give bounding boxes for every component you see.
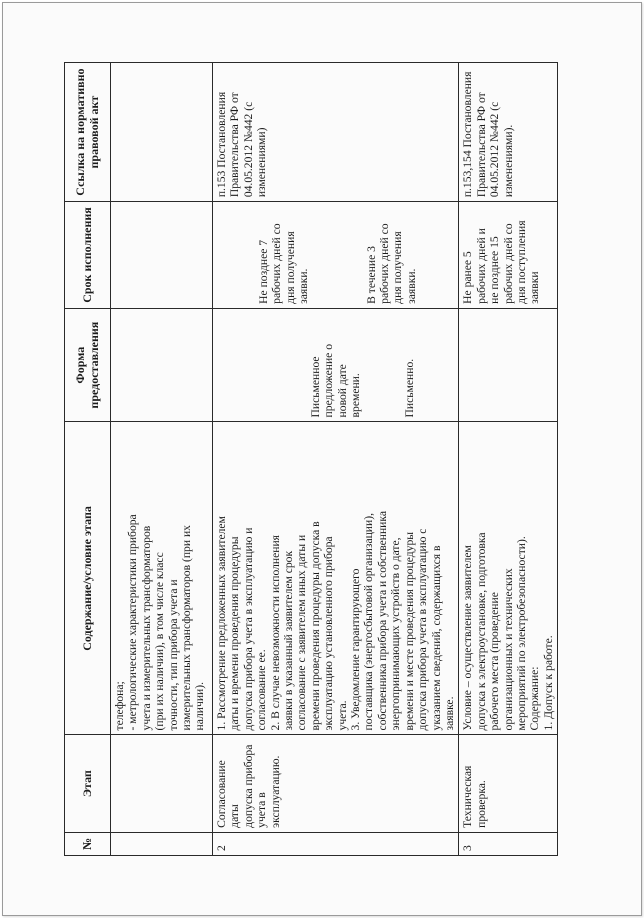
row2-form-a-line: Письменное [309,356,322,418]
row3-term-cell [459,202,558,309]
row2-num: 2 [213,832,459,855]
row2-term-cell [213,202,459,309]
row2-act-line: Правительства РФ от [228,92,242,198]
header-term: Срок исполнения [65,202,111,309]
row2-content-line: указанием сведений, содержащихся в [429,545,443,731]
header-form: Форма предоставления [65,308,111,422]
row2-content-line: поставщика (энергосбытовой организации), [362,513,376,731]
cont-num-cell [111,832,213,855]
cont-content-line: телефона; [113,681,126,731]
cont-stage-cell [111,735,213,832]
row3-content-line: рабочего места (проведение [488,592,502,731]
cont-content-cell [111,422,213,735]
cont-content-line: учета и измерительных трансформаторов [139,525,153,731]
row2-term-a-line: дня получения [283,231,297,304]
row2-act-line: п.153 Постановления [215,91,228,198]
row2-act-line: изменениями) [255,127,269,198]
rotated-document-page [64,62,555,856]
table-row-stage-3 [459,63,558,856]
row2-term-a-line: рабочих дней со [270,223,284,304]
row2-form-cell [213,308,459,422]
cont-content-line: - метрологические характеристики прибора [126,514,140,731]
row3-term-line: заявки [528,271,542,304]
row3-act-line: Правительства РФ от [474,92,488,198]
header-act: Ссылка на нормативно правовой акт [65,63,111,202]
row2-content-line: энергопринимающих устройств о дате, [389,537,403,731]
row3-content-line: организационных и технических [501,568,515,731]
row2-content-line: 2. В случае невозможности исполнения [268,534,282,731]
row2-form-a-line: предложение о [322,343,336,418]
row2-content-cell [213,422,459,735]
row3-stage-cell [459,735,558,832]
row2-content-line: допуска прибора учета в эксплуатацию и [241,527,255,731]
row3-content-cell [459,422,558,735]
cont-term-cell [111,202,213,309]
row2-content-line: согласование с заявителем иных даты и [295,534,309,731]
cont-content-line: наличии). [193,682,207,731]
row2-term-b-line: В течение 3 [364,246,378,304]
row2-stage-line: Согласование даты [215,760,242,828]
row2-content-line: заявке. [442,696,456,731]
row3-term-line: рабочих дней и [474,228,488,304]
row2-content-line: собственника прибора учета и собственника [375,511,389,731]
row3-act-cell [459,63,558,202]
row3-term-line: Не ранее 5 [461,251,475,304]
row2-content-line: эксплуатацию установленного прибора [322,536,336,731]
procedure-stages-table [64,62,558,856]
row3-num: 3 [459,832,558,855]
cont-content-line: точности, тип прибора учета и [166,579,180,731]
row2-term-b-line: дня получения [391,231,405,304]
row2-form-a-line: времени. [349,373,363,418]
row3-act-line: изменениями). [501,124,515,198]
table-row-continued [111,63,213,856]
row3-form-cell [459,308,558,422]
header-stage: Этап [65,735,111,832]
header-content: Содержание/условие этапа [65,422,111,735]
row2-content-line: времени проведения процедуры допуска в [308,521,322,731]
row2-stage-line: эксплуатацию. [268,755,282,828]
row2-stage-line: учета в [255,792,269,828]
row3-act-line: 04.05.2012 №442 (с [488,101,502,198]
row3-content-line: допуска к электроустановке, подготовка [474,532,488,731]
row2-term-b-line: заявки. [404,268,418,304]
row2-content-line: 3. Уведомление гарантирующего [349,568,363,731]
row2-term-a-line: заявки. [297,268,311,304]
row2-content-line: заявки в указанный заявителем срок [282,550,296,731]
row3-content-line: мероприятий по электробезопасности). [514,536,528,731]
cont-act-cell [111,63,213,202]
cont-content-line: (при их наличии), в том числе класс [153,552,167,731]
cont-form-cell [111,308,213,422]
row2-content-line: учета. [335,700,349,731]
row2-content-line: согласование ее. [255,649,269,731]
row3-act-line: п.153,154 Постановления [461,71,475,198]
row2-act-cell [213,63,459,202]
row2-stage-cell [213,735,459,832]
row2-content-line: времени и месте проведения процедуры [402,531,416,731]
row2-term-b-line: рабочих дней со [378,223,392,304]
row3-content-line: Условие – осуществление заявителем [461,545,475,731]
row3-term-line: дня поступления [514,220,528,304]
row3-term-line: не позднее 15 [488,236,502,304]
row3-stage-line: проверка. [474,780,488,828]
row3-stage-line: Техническая [461,765,475,828]
row2-content-line: допуска прибора учета в эксплуатацию с [416,528,430,731]
header-num: № [65,832,111,855]
table-header-row [65,63,111,856]
row2-content-line: даты и времени проведения процедуры [228,536,242,731]
row3-content-line: 1. Допуск к работе. [541,635,555,731]
row3-content-line: Содержание: [528,666,542,731]
row2-form-a-line: новой дате [335,364,349,418]
row2-stage-line: допуска прибора [241,744,255,828]
row2-act-line: 04.05.2012 №442 (с [241,101,255,198]
row2-content-line: 1. Рассмотрение предложенных заявителем [215,516,228,731]
row3-term-line: рабочих дней со [501,223,515,304]
cont-content-line: измерительных трансформаторов (при их [180,525,194,731]
table-row-stage-2 [213,63,459,856]
row2-form-b: Письменно. [402,358,416,418]
row2-term-a-line: Не позднее 7 [257,239,270,304]
